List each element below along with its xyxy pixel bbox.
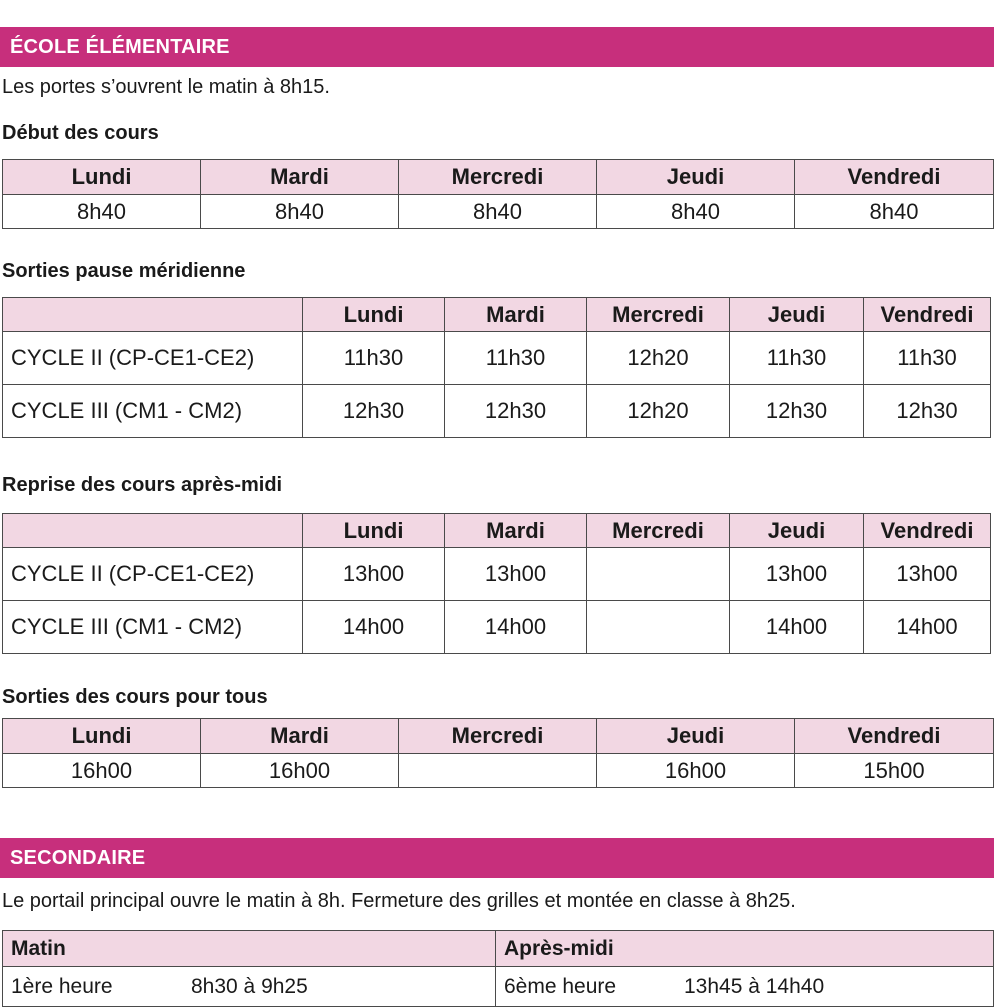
day-header: Vendredi xyxy=(864,298,991,332)
reprise-table xyxy=(2,513,991,654)
day-header: Mardi xyxy=(445,514,587,548)
sorties-table xyxy=(2,718,994,788)
day-header: Mercredi xyxy=(399,719,597,754)
time-cell: 16h00 xyxy=(597,754,795,788)
time-cell: 15h00 xyxy=(795,754,994,788)
cycle-label: CYCLE III (CM1 - CM2) xyxy=(3,601,303,654)
secondaire-table xyxy=(2,930,994,1007)
day-header: Mardi xyxy=(445,298,587,332)
time-cell: 14h00 xyxy=(864,601,991,654)
time-cell: 11h30 xyxy=(445,332,587,385)
time-cell: 13h00 xyxy=(864,548,991,601)
cycle-label: CYCLE II (CP-CE1-CE2) xyxy=(3,548,303,601)
reprise-title: Reprise des cours après-midi xyxy=(2,474,283,496)
time-cell xyxy=(399,754,597,788)
sorties-title: Sorties des cours pour tous xyxy=(2,686,268,708)
empty-header xyxy=(3,298,303,332)
hour-time: 13h45 à 14h40 xyxy=(684,974,825,998)
section-header-secondaire: SECONDAIRE xyxy=(0,838,994,878)
time-cell: 8h40 xyxy=(399,195,597,229)
time-cell: 12h20 xyxy=(587,332,730,385)
day-header: Mercredi xyxy=(399,160,597,195)
apres-midi-header: Après-midi xyxy=(496,931,994,967)
matin-row xyxy=(3,967,496,1007)
time-cell: 8h40 xyxy=(3,195,201,229)
apres-midi-row xyxy=(496,967,994,1007)
day-header: Lundi xyxy=(303,298,445,332)
day-header: Vendredi xyxy=(795,719,994,754)
time-cell: 13h00 xyxy=(730,548,864,601)
day-header: Lundi xyxy=(3,719,201,754)
hour-time: 8h30 à 9h25 xyxy=(191,974,308,998)
matin-header: Matin xyxy=(3,931,496,967)
time-cell: 11h30 xyxy=(303,332,445,385)
elementaire-intro: Les portes s’ouvrent le matin à 8h15. xyxy=(2,76,330,98)
pause-table xyxy=(2,297,991,438)
debut-table xyxy=(2,159,994,229)
debut-title: Début des cours xyxy=(2,122,159,144)
day-header: Mardi xyxy=(201,160,399,195)
cycle-label: CYCLE II (CP-CE1-CE2) xyxy=(3,332,303,385)
time-cell: 14h00 xyxy=(303,601,445,654)
time-cell: 8h40 xyxy=(795,195,994,229)
day-header: Lundi xyxy=(3,160,201,195)
empty-header xyxy=(3,514,303,548)
time-cell: 12h20 xyxy=(587,385,730,438)
day-header: Vendredi xyxy=(864,514,991,548)
day-header: Mercredi xyxy=(587,298,730,332)
time-cell: 11h30 xyxy=(864,332,991,385)
time-cell: 8h40 xyxy=(597,195,795,229)
cycle-label: CYCLE III (CM1 - CM2) xyxy=(3,385,303,438)
time-cell xyxy=(587,548,730,601)
pause-title: Sorties pause méridienne xyxy=(2,260,246,282)
time-cell: 14h00 xyxy=(730,601,864,654)
time-cell: 16h00 xyxy=(201,754,399,788)
time-cell: 13h00 xyxy=(445,548,587,601)
secondaire-intro: Le portail principal ouvre le matin à 8h. Fermeture des grilles et montée en classe à 8h25. xyxy=(2,890,796,912)
time-cell: 13h00 xyxy=(303,548,445,601)
day-header: Vendredi xyxy=(795,160,994,195)
day-header: Mardi xyxy=(201,719,399,754)
day-header: Mercredi xyxy=(587,514,730,548)
time-cell xyxy=(587,601,730,654)
day-header: Jeudi xyxy=(730,298,864,332)
section-header-elementaire: ÉCOLE ÉLÉMENTAIRE xyxy=(0,27,994,67)
time-cell: 14h00 xyxy=(445,601,587,654)
hour-label: 1ère heure xyxy=(11,974,113,998)
time-cell: 12h30 xyxy=(303,385,445,438)
day-header: Lundi xyxy=(303,514,445,548)
day-header: Jeudi xyxy=(597,160,795,195)
day-header: Jeudi xyxy=(597,719,795,754)
time-cell: 16h00 xyxy=(3,754,201,788)
time-cell: 8h40 xyxy=(201,195,399,229)
time-cell: 11h30 xyxy=(730,332,864,385)
hour-label: 6ème heure xyxy=(504,974,617,998)
time-cell: 12h30 xyxy=(730,385,864,438)
time-cell: 12h30 xyxy=(445,385,587,438)
day-header: Jeudi xyxy=(730,514,864,548)
time-cell: 12h30 xyxy=(864,385,991,438)
